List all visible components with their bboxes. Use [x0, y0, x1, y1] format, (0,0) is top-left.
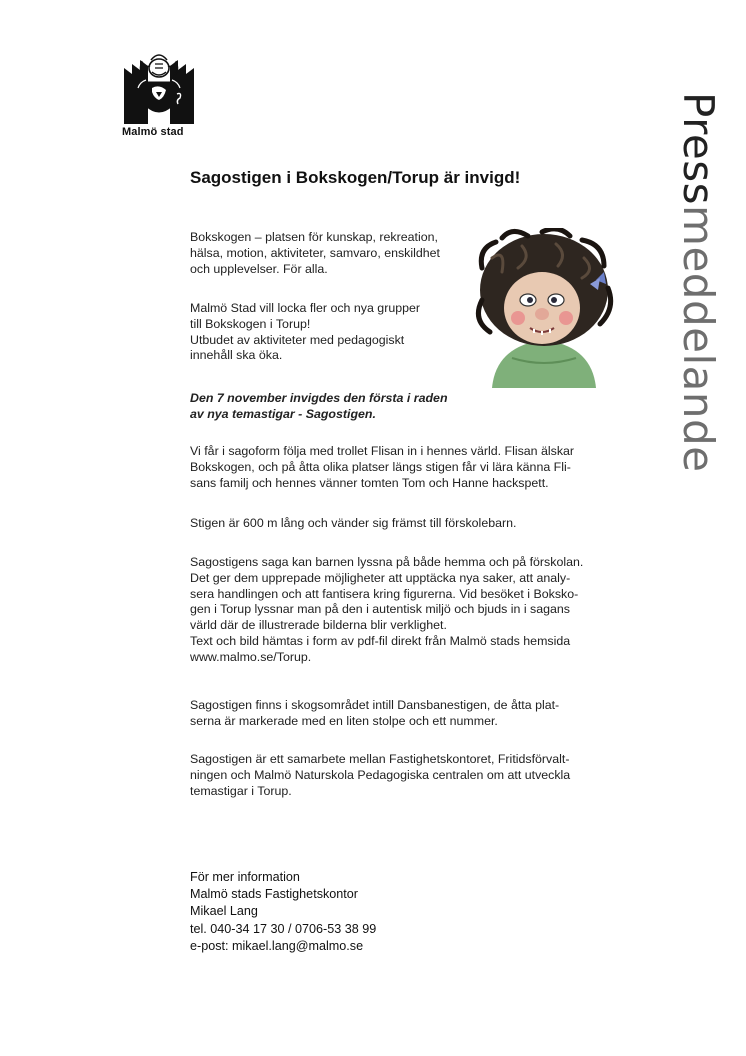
contact-name: Mikael Lang	[190, 904, 258, 919]
text-line: Den 7 november invigdes den första i raden	[190, 391, 448, 405]
collaboration-paragraph	[190, 752, 570, 799]
text-line: sans familj och hennes vänner tomten Tom och Hanne hackspett.	[190, 475, 549, 490]
length-paragraph	[190, 516, 516, 532]
text-line: Malmö Stad vill locka fler och nya grupper	[190, 301, 421, 315]
text-line: Utbudet av aktiviteter med pedagogiskt	[190, 332, 405, 347]
text-line: Sagostigen finns i skogsområdet intill Dansbanestigen, de åtta plat-	[190, 698, 560, 712]
location-paragraph	[190, 698, 559, 730]
troll-illustration	[472, 228, 616, 388]
text-line: gen i Torup lyssnar man på den i autentisk miljö och bjuds in i sagans	[190, 602, 570, 617]
side-heading-press: Press	[674, 92, 723, 206]
text-line: Sagostigen är ett samarbete mellan Fastighetskontoret, Fritidsförvalt-	[190, 752, 570, 766]
malmo-coat-of-arms-icon	[122, 48, 196, 124]
intro-paragraph	[190, 230, 440, 277]
contact-org: Malmö stads Fastighetskontor	[190, 887, 358, 902]
text-line: av nya temastigar - Sagostigen.	[190, 406, 376, 421]
text-line: Sagostigens saga kan barnen lyssna på både hemma och på förskolan.	[190, 555, 584, 569]
text-line: ningen och Malmö Naturskola Pedagogiska centralen om att utveckla	[190, 767, 571, 782]
text-line: Vi får i sagoform följa med trollet Flisan in i hennes värld. Flisan älskar	[190, 444, 575, 458]
text-line: till Bokskogen i Torup!	[190, 316, 311, 331]
contact-phone: tel. 040-34 17 30 / 0706-53 38 99	[190, 921, 377, 936]
text-line: temastigar i Torup.	[190, 783, 292, 798]
troll-illustration-icon	[472, 228, 616, 388]
goal-paragraph	[190, 301, 420, 364]
text-line: innehåll ska öka.	[190, 348, 283, 363]
inauguration-paragraph	[190, 391, 448, 423]
text-line: och upplevelser. För alla.	[190, 261, 328, 276]
page-title: Sagostigen i Bokskogen/Torup är invigd!	[190, 168, 521, 187]
text-line: serna är markerade med en liten stolpe och ett nummer.	[190, 713, 498, 728]
contact-block	[190, 869, 376, 955]
text-line: Bokskogen – platsen för kunskap, rekreation,	[190, 230, 438, 244]
malmo-stad-logo	[122, 48, 196, 142]
text-line: Stigen är 600 m lång och vänder sig främst till förskolebarn.	[190, 516, 517, 530]
text-line: Det ger dem upprepade möjligheter att upptäcka nya saker, att analy-	[190, 570, 571, 585]
contact-email[interactable]: e-post: mikael.lang@malmo.se	[190, 938, 364, 953]
contact-heading: För mer information	[190, 870, 300, 884]
logo-text: Malmö stad	[122, 126, 184, 138]
text-line: sera handlingen och att fantisera kring figurerna. Vid besöket i Boksko-	[190, 586, 579, 601]
side-heading-meddelande: meddelande	[674, 205, 723, 473]
listening-paragraph	[190, 555, 583, 666]
story-paragraph	[190, 444, 574, 491]
text-line: värld där de illustrerade bilderna blir verklighet.	[190, 618, 447, 633]
text-line: Text och bild hämtas i form av pdf-fil direkt från Malmö stads hemsida	[190, 633, 571, 648]
pressmeddelande-heading	[664, 92, 724, 552]
website-link[interactable]: www.malmo.se/Torup.	[190, 649, 312, 664]
text-line: Bokskogen, och på åtta olika platser längs stigen får vi lära känna Fli-	[190, 459, 571, 474]
text-line: hälsa, motion, aktiviteter, samvaro, enskildhet	[190, 245, 440, 260]
